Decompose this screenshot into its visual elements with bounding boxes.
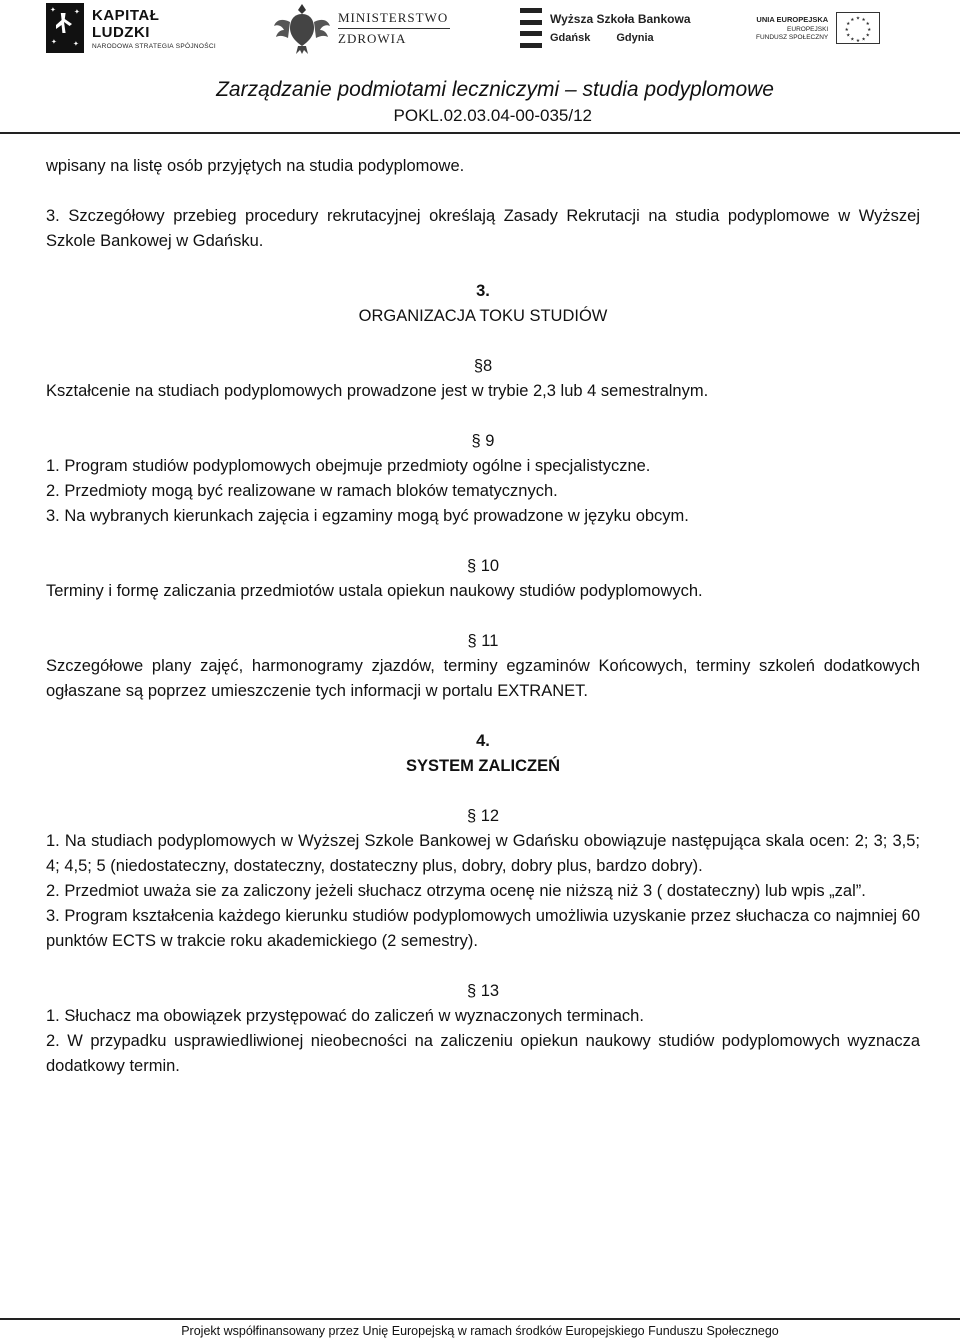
project-title: Zarządzanie podmiotami leczniczymi – studia podyplomowe	[216, 78, 774, 101]
kapital-ludzki-name: KAPITAŁ LUDZKI	[91, 6, 160, 41]
eu-logo	[756, 0, 906, 56]
paragraph-10-heading: § 10	[466, 557, 500, 575]
paragraph-11-text: Szczegółowe plany zajęć, harmonogramy zjazdów, terminy egzaminów Końcowych, terminy szkoleń dodatkowych ogłaszane są poprzez umieszczenie tych informacji w portalu EXTRANET.	[46, 657, 920, 700]
eu-name: UNIA EUROPEJSKA	[756, 15, 829, 24]
paragraph-10-text: Terminy i formę zaliczania przedmiotów ustala opiekun naukowy studiów podyplomowych.	[46, 582, 703, 600]
svg-text:★: ★	[865, 22, 871, 28]
section-4-number: 4.	[476, 732, 490, 750]
svg-text:★: ★	[846, 22, 851, 28]
wsb-city-gdansk: Gdańsk	[550, 32, 591, 44]
paragraph-intro: wpisany na listę osób przyjętych na studia podyplomowe.	[46, 157, 465, 175]
eu-fund-line2: FUNDUSZ SPOŁECZNY	[756, 34, 829, 41]
kapital-ludzki-subtitle: NARODOWA STRATEGIA SPÓJNOŚCI	[91, 42, 216, 50]
paragraph-13-item-2: 2. W przypadku usprawiedliwionej nieobecności na zaliczeniu opiekun naukowy studiów podyplomowych wyznacza dodatkowy termin.	[46, 1032, 920, 1075]
paragraph-9-item-1: 1. Program studiów podyplomowych obejmuje przedmioty ogólne i specjalistyczne.	[46, 457, 651, 475]
ministry-name-line1: MINISTERSTWO	[338, 9, 449, 25]
svg-text:★: ★	[850, 37, 855, 43]
project-code: POKL.02.03.04-00-035/12	[393, 106, 592, 125]
paragraph-8-heading: §8	[473, 357, 493, 375]
paragraph-9-item-3: 3. Na wybranych kierunkach zajęcia i egzaminy mogą być prowadzone w języku obcym.	[46, 507, 689, 525]
paragraph-9-heading: § 9	[471, 432, 495, 450]
kapital-ludzki-icon: ✦ ✦ ✦ ✦	[46, 3, 84, 53]
svg-text:★: ★	[856, 16, 861, 22]
section-4-title: SYSTEM ZALICZEŃ	[405, 757, 560, 775]
svg-text:★: ★	[861, 37, 866, 43]
section-3-title: ORGANIZACJA TOKU STUDIÓW	[358, 307, 608, 325]
svg-text:★: ★	[846, 33, 851, 39]
ministry-name-line2: ZDROWIA	[338, 30, 407, 46]
eu-fund-line1: EUROPEJSKI	[787, 26, 829, 33]
eu-flag-icon	[836, 12, 880, 44]
paragraph-13-heading: § 13	[466, 982, 500, 1000]
wsb-city-gdynia: Gdynia	[616, 32, 654, 44]
svg-text:★: ★	[865, 33, 871, 39]
svg-text:★: ★	[861, 18, 866, 24]
paragraph-12-item-1: 1. Na studiach podyplomowych w Wyższej Szkole Bankowej w Gdańsku obowiązuje następująca skala ocen: 2; 3; 3,5; 4; 4,5; 5 (niedostateczny, dostateczny, dostateczny plus, dobry, dobry plus, bardzo dobry).	[46, 832, 920, 875]
paragraph-8-text: Kształcenie na studiach podyplomowych prowadzone jest w trybie 2,3 lub 4 semestralnym.	[46, 382, 709, 400]
svg-text:★: ★	[844, 27, 850, 33]
paragraph-9-item-2: 2. Przedmioty mogą być realizowane w ramach bloków tematycznych.	[46, 482, 558, 500]
section-3-number: 3.	[476, 282, 490, 300]
svg-text:★: ★	[867, 27, 872, 33]
wsb-name: Wyższa Szkoła Bankowa	[550, 12, 691, 26]
paragraph-11-heading: § 11	[467, 632, 499, 650]
wsb-icon	[520, 8, 542, 48]
footer-text: Projekt współfinansowany przez Unię Europejską w ramach środków Europejskiego Funduszu Społecznego	[181, 1324, 779, 1338]
svg-text:★: ★	[856, 39, 861, 44]
paragraph-12-item-3: 3. Program kształcenia każdego kierunku studiów podyplomowych umożliwia uzyskanie przez słuchacza co najmniej 60 punktów ECTS w trakcie roku akademickiego (2 semestry).	[46, 907, 921, 950]
paragraph-12-item-2: 2. Przedmiot uważa sie za zaliczony jeżeli słuchacz otrzyma ocenę nie niższą niż 3 ( dostateczny) lub wpis „zal”.	[46, 882, 866, 900]
polish-eagle-icon	[272, 0, 332, 56]
kapital-ludzki-logo	[46, 0, 222, 56]
paragraph-13-item-1: 1. Słuchacz ma obowiązek przystępować do zaliczeń w wyznaczonych terminach.	[46, 1007, 644, 1025]
footer-divider	[0, 1318, 960, 1320]
ministry-logo	[272, 0, 462, 56]
paragraph-recruitment-rules: 3. Szczegółowy przebieg procedury rekrutacyjnej określają Zasady Rekrutacji na studia podyplomowe w Wyższej Szkole Bankowej w Gdańsku.	[46, 207, 920, 250]
document-body	[46, 154, 920, 1079]
paragraph-12-heading: § 12	[466, 807, 500, 825]
header-divider	[0, 132, 960, 134]
wsb-logo	[520, 0, 696, 56]
svg-text:★: ★	[850, 18, 855, 24]
